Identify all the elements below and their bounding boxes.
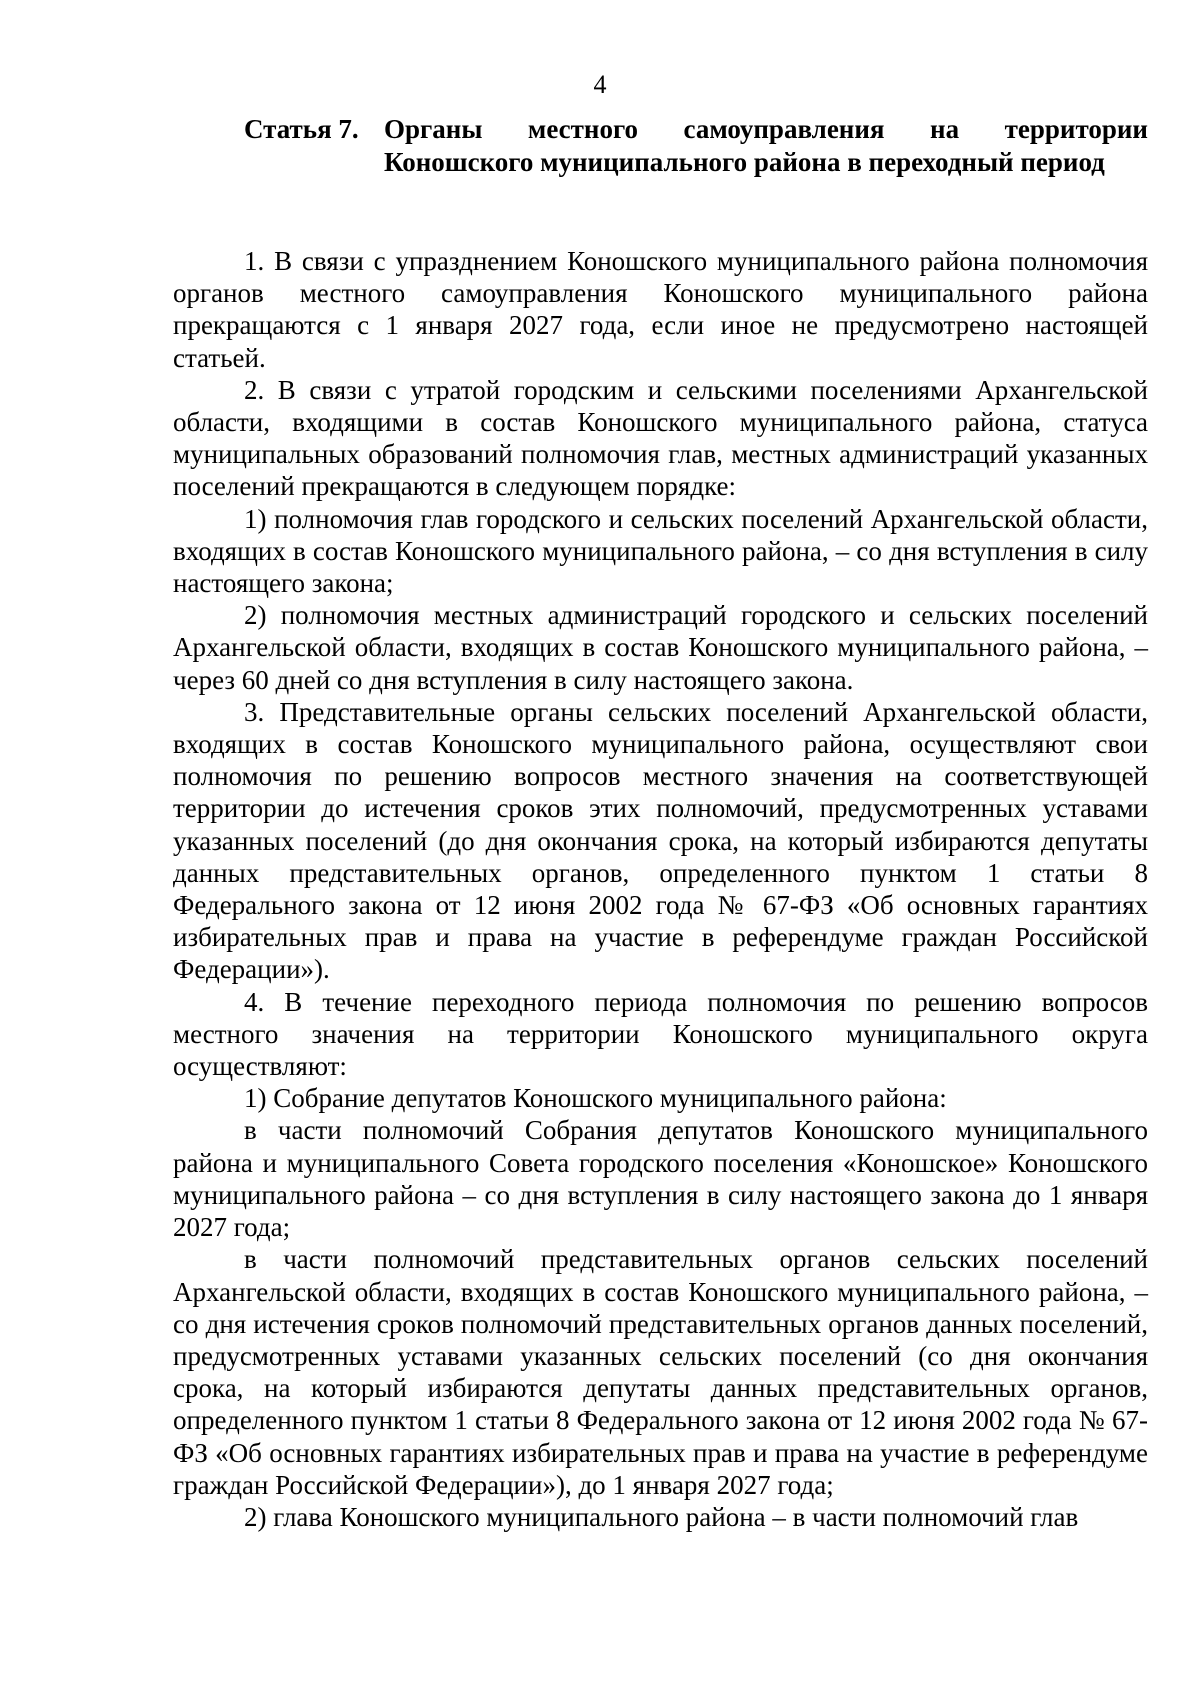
paragraph-4-item-2: 2) глава Коношского муниципального района – в части полномочий глав xyxy=(244,1501,1079,1532)
paragraph-4-item-1-part-2: в части полномочий представительных органов сельских поселений Архангельской области, входящих в состав Коношского муниципального района, – со дня истечения сроков полномочий представительных органов данных поселений, предусмотренных уставами указанных сельских поселений (со дня окончания срока, на который избираются депутаты данных представительных органов, определенного пунктом 1 статьи 8 Федерального закона от 12 июня 2002 года № 67-ФЗ «Об основных гарантиях избирательных прав и права на участие в референдуме граждан Российской Федерации»), до 1 января 2027 года; xyxy=(173,1244,1148,1500)
paragraph-4-item-1-part-1: в части полномочий Собрания депутатов Коношского муниципального района и муниципального Совета городского поселения «Коношское» Коношского муниципального района – со дня вступления в силу настоящего закона до 1 января 2027 года; xyxy=(173,1115,1148,1243)
page-number: 4 xyxy=(593,70,607,99)
paragraph-4: 4. В течение переходного периода полномочия по решению вопросов местного значения на территории Коношского муниципального округа осуществляют: xyxy=(173,986,1148,1082)
paragraph-4-item-1: 1) Собрание депутатов Коношского муниципального района: xyxy=(244,1083,947,1114)
article-number: Статья 7. xyxy=(244,114,359,144)
article-heading xyxy=(244,113,1148,179)
paragraph-3: 3. Представительные органы сельских поселений Архангельской области, входящих в состав Коношского муниципального района, осуществляют свои полномочия по решению вопросов местного значения на соответствующей территории до истечения сроков этих полномочий, предусмотренных уставами указанных поселений (до дня окончания срока, на который избираются депутаты данных представительных органов, определенного пунктом 1 статьи 8 Федерального закона от 12 июня 2002 года № 67-ФЗ «Об основных гарантиях избирательных прав и права на участие в референдуме граждан Российской Федерации»). xyxy=(173,696,1148,985)
paragraph-2: 2. В связи с утратой городским и сельскими поселениями Архангельской области, входящими в состав Коношского муниципального района, статуса муниципальных образований полномочия глав, местных администраций указанных поселений прекращаются в следующем порядке: xyxy=(173,374,1148,502)
paragraph-2-item-1: 1) полномочия глав городского и сельских поселений Архангельской области, входящих в состав Коношского муниципального района, – со дня вступления в силу настоящего закона; xyxy=(173,503,1148,599)
paragraph-2-item-2: 2) полномочия местных администраций городского и сельских поселений Архангельской области, входящих в состав Коношского муниципального района, – через 60 дней со дня вступления в силу настоящего закона. xyxy=(173,600,1148,695)
article-body xyxy=(173,245,1148,1533)
paragraph-1: 1. В связи с упразднением Коношского муниципального района полномочия органов местного самоуправления Коношского муниципального района прекращаются с 1 января 2027 года, если иное не предусмотрено настоящей статьей. xyxy=(173,246,1148,373)
article-title: Органы местного самоуправления на территории Коношского муниципального района в переходный период xyxy=(384,114,1148,177)
